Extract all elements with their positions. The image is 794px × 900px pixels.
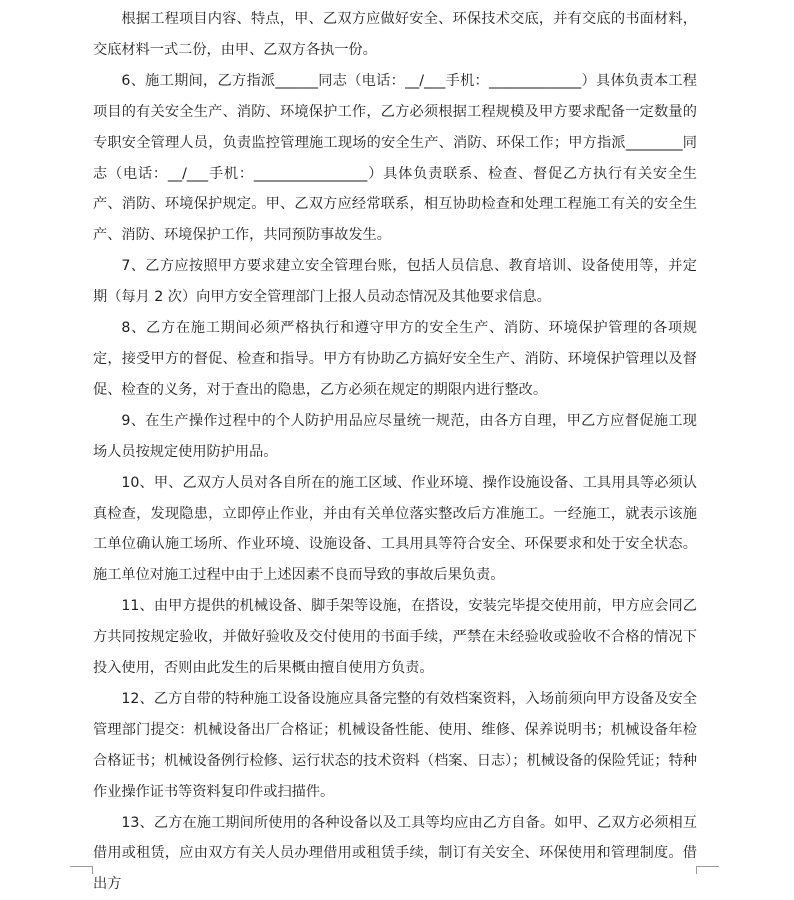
paragraph-clause-8: 8、乙方在施工期间必须严格执行和遵守甲方的安全生产、消防、环境保护管理的各项规定，接受甲方的督促、检查和指导。甲方有协助乙方搞好安全生产、消防、环境保护管理以及督促、检查的义务，对于查出的隐患，乙方必须在规定的期限内进行整改。 (93, 320, 697, 398)
paragraph-clause-12: 12、乙方自带的特种施工设备设施应具备完整的有效档案资料，入场前须向甲方设备及安全管理部门提交：机械设备出厂合格证；机械设备性能、使用、维修、保养说明书；机械设备年检合格证书；机械设备例行检修、运行状态的技术资料（档案、日志）；机械设备的保险凭证；特种作业操作证书等资料复印件或扫描件。 (93, 690, 697, 800)
page-corner-mark-left (70, 866, 93, 874)
paragraph-clause-7: 7、乙方应按照甲方要求建立安全管理台账，包括人员信息、教育培训、设备使用等，并定期（每月 2 次）向甲方安全管理部门上报人员动态情况及其他要求信息。 (93, 258, 697, 306)
paragraph-clause-10: 10、甲、乙双方人员对各自所在的施工区域、作业环境、操作设施设备、工具用具等必须认真检查，发现隐患，立即停止作业，并由有关单位落实整改后方准施工。一经施工，就表示该施工单位确认施工场所、作业环境、设施设备、工具用具等符合安全、环保要求和处于安全状态。施工单位对施工过程中由于上述因素不良而导致的事故后果负责。 (93, 474, 697, 584)
document-body (93, 4, 697, 900)
paragraph-clause-9: 9、在生产操作过程中的个人防护用品应尽量统一规范，由各方自理，甲乙方应督促施工现场人员按规定使用防护用品。 (93, 412, 697, 460)
paragraph-technical-briefing: 根据工程项目内容、特点，甲、乙双方应做好安全、环保技术交底，并有交底的书面材料，交底材料一式二份，由甲、乙双方各执一份。 (93, 11, 697, 58)
paragraph-clause-13: 13、乙方在施工期间所使用的各种设备以及工具等均应由乙方自备。如甲、乙双方必须相互借用或租赁，应由双方有关人员办理借用或租赁手续，制订有关安全、环保使用和管理制度。借出方 (93, 814, 697, 893)
page-corner-mark-right (696, 866, 719, 874)
paragraph-clause-11: 11、由甲方提供的机械设备、脚手架等设施，在搭设，安装完毕提交使用前，甲方应会同乙方共同按规定验收，并做好验收及交付使用的书面手续，严禁在未经验收或验收不合格的情况下投入使用，否则由此发生的后果概由擅自使用方负责。 (93, 598, 697, 677)
paragraph-clause-6: 6、施工期间，乙方指派______同志（电话：__/___手机：_____________）具体负责本工程项目的有关安全生产、消防、环境保护工作，乙方必须根据工程规模及甲方要求配备一定数量的专职安全管理人员，负责监控管理施工现场的安全生产、消防、环保工作；甲方指派________同志（电话：__/___手机：________________）具体负责联系、检查、督促乙方执行有关安全生产、消防、环境保护规定。甲、乙双方应经常联系，相互协助检查和处理工程施工有关的安全生产、消防、环境保护工作，共同预防事故发生。 (93, 72, 697, 244)
